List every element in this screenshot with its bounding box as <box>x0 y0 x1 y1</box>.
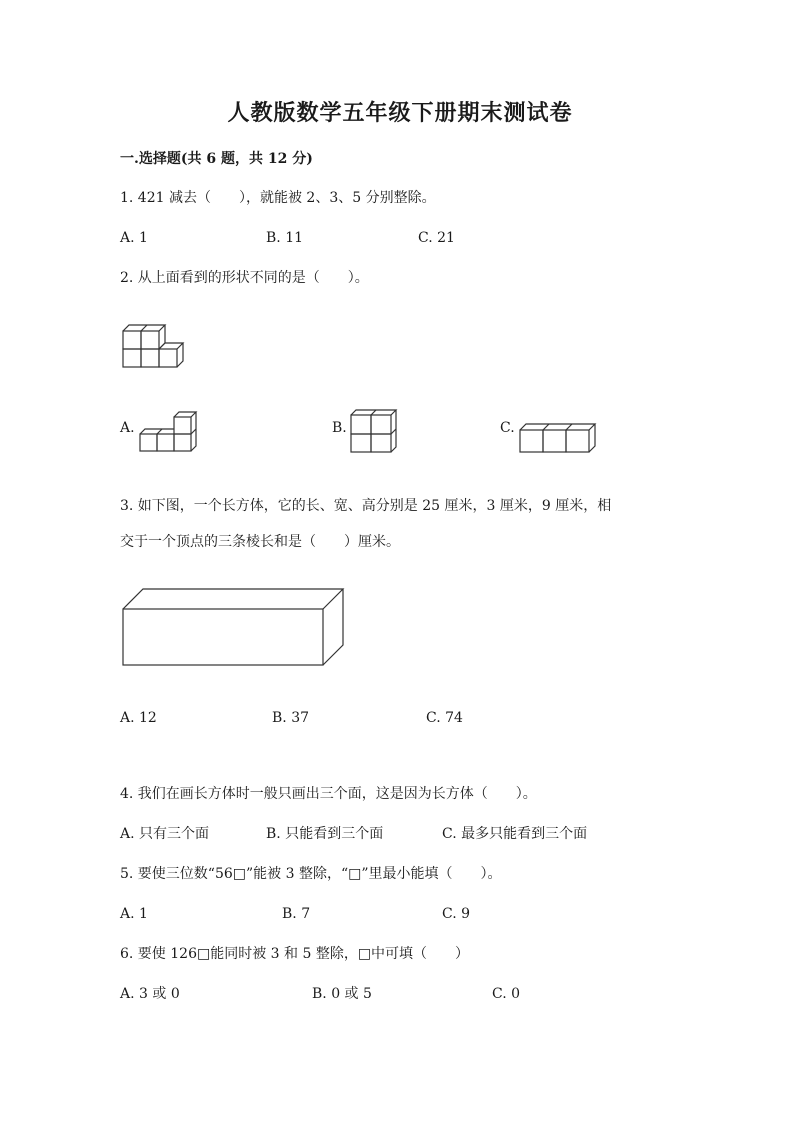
question-6-option-b: B. 0 或 5 <box>312 986 372 1002</box>
question-5-option-b: B. 7 <box>282 906 311 922</box>
question-3-option-b: B. 37 <box>272 710 310 726</box>
question-2-cube-figure <box>122 322 188 370</box>
question-4-option-c: C. 最多只能看到三个面 <box>442 826 588 842</box>
question-1-stem: 1. 421 减去（ ），就能被 2、3、5 分别整除。 <box>120 190 436 206</box>
question-6-option-a: A. 3 或 0 <box>120 986 180 1002</box>
question-2-option-c: C. <box>500 420 515 436</box>
section-heading: 一.选择题(共 6 题，共 12 分) <box>120 151 313 167</box>
question-1-option-c: C. 21 <box>418 230 455 246</box>
question-2-option-a: A. <box>120 420 135 436</box>
question-2-option-b-figure <box>350 410 404 454</box>
question-2-option-c-figure <box>519 424 601 454</box>
question-2-stem: 2. 从上面看到的形状不同的是（ ）。 <box>120 270 369 286</box>
question-3-option-c: C. 74 <box>426 710 463 726</box>
question-3-stem-line-1: 3. 如下图，一个长方体，它的长、宽、高分别是 25 厘米，3 厘米，9 厘米，相 <box>120 498 612 514</box>
question-5-option-a: A. 1 <box>120 906 148 922</box>
question-3-stem-line-2: 交于一个顶点的三条棱长和是（ ）厘米。 <box>120 534 400 550</box>
question-2-option-a-figure <box>139 412 197 454</box>
question-6-option-c: C. 0 <box>492 986 521 1002</box>
question-2-option-b: B. <box>332 420 347 436</box>
question-4-option-a: A. 只有三个面 <box>120 826 210 842</box>
question-6-stem: 6. 要使 126□能同时被 3 和 5 整除，□中可填（ ） <box>120 946 470 962</box>
question-1-option-a: A. 1 <box>120 230 148 246</box>
question-5-stem: 5. 要使三位数“56□”能被 3 整除，“□”里最小能填（ ）。 <box>120 866 502 882</box>
question-5-option-c: C. 9 <box>442 906 471 922</box>
question-3-cuboid-figure <box>122 588 346 668</box>
question-1-option-b: B. 11 <box>266 230 304 246</box>
question-4-option-b: B. 只能看到三个面 <box>266 826 384 842</box>
question-4-stem: 4. 我们在画长方体时一般只画出三个面，这是因为长方体（ ）。 <box>120 786 537 802</box>
question-3-option-a: A. 12 <box>120 710 157 726</box>
page-title: 人教版数学五年级下册期末测试卷 <box>227 100 573 126</box>
